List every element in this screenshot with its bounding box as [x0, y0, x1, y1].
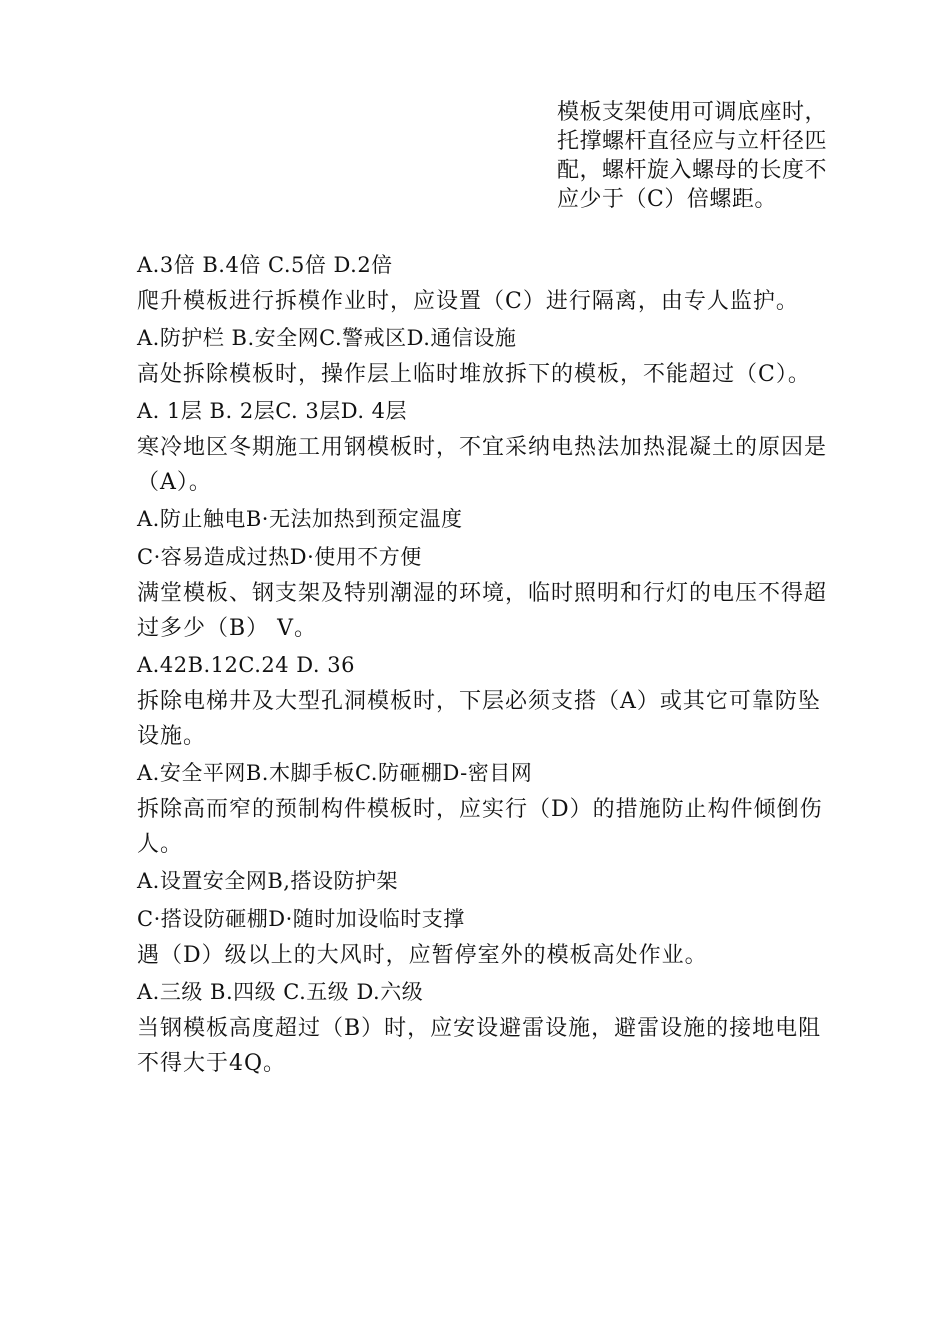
question-text: 满堂模板、钢支架及特别潮湿的环境，临时照明和行灯的电压不得超过多少（B） V。: [137, 581, 828, 641]
side-question-text: 模板支架使用可调底座时，托撑螺杆直径应与立杆径匹配，螺杆旋入螺母的长度不应少于（C）倍螺距。: [557, 100, 828, 212]
answer-options: A. 1层 B. 2层C. 3层D. 4层: [137, 399, 408, 423]
answer-options: A.防止触电B·无法加热到预定温度: [137, 507, 463, 531]
answer-options: A.三级 B.四级 C.五级 D.六级: [137, 980, 424, 1004]
answer-options: A.42B.12C.24 D. 36: [137, 653, 355, 677]
question-text: 高处拆除模板时，操作层上临时堆放拆下的模板，不能超过（C）。: [137, 362, 811, 387]
question-text: 当钢模板高度超过（B）时，应安设避雷设施，避雷设施的接地电阻不得大于4Q。: [137, 1016, 822, 1076]
answer-options: A.设置安全网B,搭设防护架: [137, 869, 398, 893]
answer-options: A.3倍 B.4倍 C.5倍 D.2倍: [137, 253, 393, 277]
answer-options: C·容易造成过热D·使用不方便: [137, 545, 422, 569]
question-text: 拆除电梯井及大型孔洞模板时，下层必须支搭（A）或其它可靠防坠设施。: [137, 689, 821, 749]
question-text: 遇（D）级以上的大风时，应暂停室外的模板高处作业。: [137, 943, 708, 968]
answer-options: A.安全平网B.木脚手板C.防砸棚D-密目网: [137, 761, 533, 785]
question-list: [137, 246, 837, 1081]
question-text: 拆除高而窄的预制构件模板时，应实行（D）的措施防止构件倾倒伤人。: [137, 797, 823, 857]
answer-options: C·搭设防砸棚D·随时加设临时支撑: [137, 907, 465, 931]
answer-options: A.防护栏 B.安全网C.警戒区D.通信设施: [137, 326, 517, 350]
question-text: 爬升模板进行拆模作业时，应设置（C）进行隔离，由专人监护。: [137, 289, 799, 314]
question-text: 寒冷地区冬期施工用钢模板时，不宜采纳电热法加热混凝土的原因是（A）。: [137, 435, 828, 495]
